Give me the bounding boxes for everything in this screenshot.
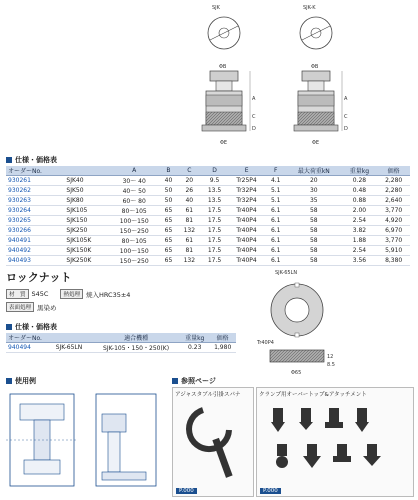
cell-b: 40 (160, 176, 178, 186)
cell-d: 17.5 (201, 246, 228, 256)
ln-col-order-no: オーダーNo. (6, 333, 54, 343)
cell-weight: 2.54 (341, 246, 377, 256)
cell-c: 40 (177, 196, 201, 206)
ln-price: 1,980 (209, 343, 236, 353)
locknut-table-header (6, 333, 236, 343)
spanner-title: アジャスタブル引掛スパナ (175, 392, 241, 398)
table-row (6, 226, 410, 236)
sjk-k-dim-a: A (344, 96, 348, 102)
cell-model: SJK250K (64, 256, 108, 266)
cell-a: 150〜250 (109, 256, 160, 266)
cell-c: 132 (177, 256, 201, 266)
cell-d: 17.5 (201, 256, 228, 266)
cell-e: Tr32P4 (228, 186, 265, 196)
sjk-dim-d: D (252, 126, 256, 132)
cell-order-no: 930265 (6, 216, 64, 226)
cell-price: 3,770 (377, 236, 410, 246)
table-row (6, 186, 410, 196)
reference-heading: 参照ページ (172, 376, 216, 386)
cell-d: 17.5 (201, 226, 228, 236)
cell-e: Tr32P4 (228, 196, 265, 206)
hardness-tag: 熱処理 (60, 289, 83, 299)
cell-b: 65 (160, 216, 178, 226)
attachments-title: クランプ用オーバートップ&アタッチメント (259, 392, 367, 398)
table-row (6, 216, 410, 226)
sjk-top-label: SJK (212, 5, 220, 11)
spanner-page-link[interactable]: P.000 (176, 488, 197, 494)
cell-price: 5,910 (377, 246, 410, 256)
cell-f: 5.1 (265, 196, 286, 206)
spanner-icon (173, 400, 253, 480)
ln-col-price: 価格 (209, 333, 236, 343)
cell-b: 65 (160, 226, 178, 236)
cell-c: 26 (177, 186, 201, 196)
cell-model: SJK105 (64, 206, 108, 216)
cell-weight: 2.00 (341, 206, 377, 216)
reference-box-attachments[interactable] (256, 387, 414, 497)
col-a: A (109, 166, 160, 176)
table-row (6, 206, 410, 216)
cell-a: 100〜150 (109, 246, 160, 256)
attachments-page-link[interactable]: P.000 (260, 488, 281, 494)
locknut-title: ロックナット (6, 271, 72, 284)
sjk-k-dim-c: C (344, 114, 348, 120)
square-bullet-icon (172, 378, 178, 384)
col-e: E (228, 166, 265, 176)
spec-table-header (6, 166, 410, 176)
cell-order-no: 930266 (6, 226, 64, 236)
cell-order-no: 930262 (6, 186, 64, 196)
col-price: 価格 (377, 166, 410, 176)
cell-c: 61 (177, 236, 201, 246)
ln-col-model (54, 333, 92, 343)
ln-weight: 0.23 (180, 343, 209, 353)
spec-table-heading: 仕様・価格表 (6, 155, 57, 165)
col-c: C (177, 166, 201, 176)
cell-price: 8,380 (377, 256, 410, 266)
ln-order-no: 940494 (6, 343, 54, 353)
cell-b: 50 (160, 186, 178, 196)
table-row (6, 196, 410, 206)
cell-price: 2,280 (377, 186, 410, 196)
cell-a: 80〜105 (109, 236, 160, 246)
cell-e: Tr25P4 (228, 176, 265, 186)
cell-order-no: 940491 (6, 236, 64, 246)
surface-tag: 表面処理 (6, 302, 34, 312)
table-row (6, 246, 410, 256)
cell-e: Tr40P4 (228, 216, 265, 226)
cell-f: 6.1 (265, 246, 286, 256)
cell-a: 100〜150 (109, 216, 160, 226)
sjk-k-bottom-label: ΦE (312, 140, 320, 146)
cell-model: SJK50 (64, 186, 108, 196)
ln-model: SJK-65LN (54, 343, 92, 353)
cell-max-load: 35 (286, 196, 341, 206)
locknut-table-heading: 仕様・価格表 (6, 322, 57, 332)
cell-d: 17.5 (201, 236, 228, 246)
cell-max-load: 20 (286, 176, 341, 186)
cell-weight: 0.48 (341, 186, 377, 196)
cell-b: 65 (160, 236, 178, 246)
cell-a: 150〜250 (109, 226, 160, 236)
usage-heading: 使用例 (6, 376, 36, 386)
cell-b: 65 (160, 206, 178, 216)
cell-d: 13.5 (201, 196, 228, 206)
cell-f: 6.1 (265, 206, 286, 216)
col-weight: 重量kg (341, 166, 377, 176)
square-bullet-icon (6, 378, 12, 384)
sjk-k-top-label: SJK-K (303, 5, 316, 11)
col-b: B (160, 166, 178, 176)
locknut-dim-slot: 8.5 (327, 362, 335, 368)
cell-price: 6,970 (377, 226, 410, 236)
cell-price: 2,640 (377, 196, 410, 206)
col-f: F (265, 166, 286, 176)
material-tag: 材 質 (6, 289, 29, 299)
cell-max-load: 58 (286, 236, 341, 246)
table-row (6, 236, 410, 246)
cell-weight: 1.88 (341, 236, 377, 246)
cell-price: 2,280 (377, 176, 410, 186)
cell-model: SJK105K (64, 236, 108, 246)
material-value: S45C (31, 290, 49, 298)
usage-drawing (6, 386, 166, 494)
cell-e: Tr40P4 (228, 236, 265, 246)
cell-max-load: 58 (286, 216, 341, 226)
cell-model: SJK80 (64, 196, 108, 206)
cell-max-load: 58 (286, 226, 341, 236)
cell-c: 81 (177, 246, 201, 256)
reference-box-spanner[interactable] (172, 387, 254, 497)
cell-max-load: 30 (286, 186, 341, 196)
product-drawings (150, 0, 390, 152)
cell-weight: 0.88 (341, 196, 377, 206)
col-order-no: オーダーNo. (6, 166, 64, 176)
cell-d: 13.5 (201, 186, 228, 196)
ln-compatible: SJK-105・150・250(K) (92, 343, 180, 353)
locknut-dim-diameter: Φ65 (291, 370, 302, 376)
cell-model: SJK250 (64, 226, 108, 236)
locknut-table (6, 333, 236, 353)
cell-f: 6.1 (265, 256, 286, 266)
cell-order-no: 930264 (6, 206, 64, 216)
cell-d: 17.5 (201, 216, 228, 226)
cell-a: 30〜 40 (109, 176, 160, 186)
hardness-value: 焼入HRC35±4 (85, 290, 131, 299)
cell-f: 6.1 (265, 236, 286, 246)
cell-order-no: 940493 (6, 256, 64, 266)
table-row (6, 256, 410, 266)
cell-e: Tr40P4 (228, 256, 265, 266)
cell-max-load: 58 (286, 256, 341, 266)
cell-c: 81 (177, 216, 201, 226)
square-bullet-icon (6, 157, 12, 163)
sjk-dim-c: C (252, 114, 256, 120)
cell-order-no: 930263 (6, 196, 64, 206)
table-row (6, 176, 410, 186)
cell-a: 40〜 50 (109, 186, 160, 196)
cell-max-load: 58 (286, 246, 341, 256)
sjk-dim-a: A (252, 96, 256, 102)
surface-value: 黒染め (37, 303, 57, 312)
sjk-drawing (202, 5, 256, 146)
cell-b: 50 (160, 196, 178, 206)
cell-order-no: 930261 (6, 176, 64, 186)
locknut-material-row (6, 289, 130, 299)
ln-col-weight: 重量kg (180, 333, 209, 343)
cell-d: 17.5 (201, 206, 228, 216)
cell-a: 80〜105 (109, 206, 160, 216)
cell-weight: 3.56 (341, 256, 377, 266)
cell-f: 4.1 (265, 176, 286, 186)
cell-model: SJK150 (64, 216, 108, 226)
col-model (64, 166, 108, 176)
sjk-width-label: ΦB (219, 64, 227, 70)
sjk-k-drawing (294, 5, 348, 146)
cell-d: 9.5 (201, 176, 228, 186)
sjk-k-width-label: ΦB (311, 64, 319, 70)
sjk-k-dim-d: D (344, 126, 348, 132)
locknut-drawing (255, 266, 405, 386)
cell-b: 65 (160, 246, 178, 256)
locknut-surface-row (6, 302, 57, 312)
cell-f: 6.1 (265, 216, 286, 226)
spec-table (6, 166, 410, 266)
cell-f: 5.1 (265, 186, 286, 196)
col-max-load: 最大荷重kN (286, 166, 341, 176)
cell-order-no: 940492 (6, 246, 64, 256)
cell-weight: 0.28 (341, 176, 377, 186)
locknut-dim-thickness: 12 (327, 354, 334, 360)
locknut-drawing-label: SJK-65LN (275, 270, 298, 276)
col-d: D (201, 166, 228, 176)
locknut-thread-label: Tr40P4 (257, 340, 274, 346)
cell-weight: 3.82 (341, 226, 377, 236)
cell-e: Tr40P4 (228, 226, 265, 236)
cell-price: 4,920 (377, 216, 410, 226)
cell-f: 6.1 (265, 226, 286, 236)
cell-e: Tr40P4 (228, 206, 265, 216)
cell-model: SJK150K (64, 246, 108, 256)
cell-max-load: 58 (286, 206, 341, 216)
square-bullet-icon (6, 324, 12, 330)
sjk-bottom-label: ΦE (220, 140, 228, 146)
cell-e: Tr40P4 (228, 246, 265, 256)
cell-c: 20 (177, 176, 201, 186)
cell-b: 65 (160, 256, 178, 266)
cell-weight: 2.54 (341, 216, 377, 226)
cell-price: 3,770 (377, 206, 410, 216)
cell-c: 61 (177, 206, 201, 216)
cell-c: 132 (177, 226, 201, 236)
attachments-icon (257, 400, 413, 482)
cell-a: 60〜 80 (109, 196, 160, 206)
ln-col-compatible: 適合機種 (92, 333, 180, 343)
table-row (6, 343, 236, 353)
cell-model: SJK40 (64, 176, 108, 186)
